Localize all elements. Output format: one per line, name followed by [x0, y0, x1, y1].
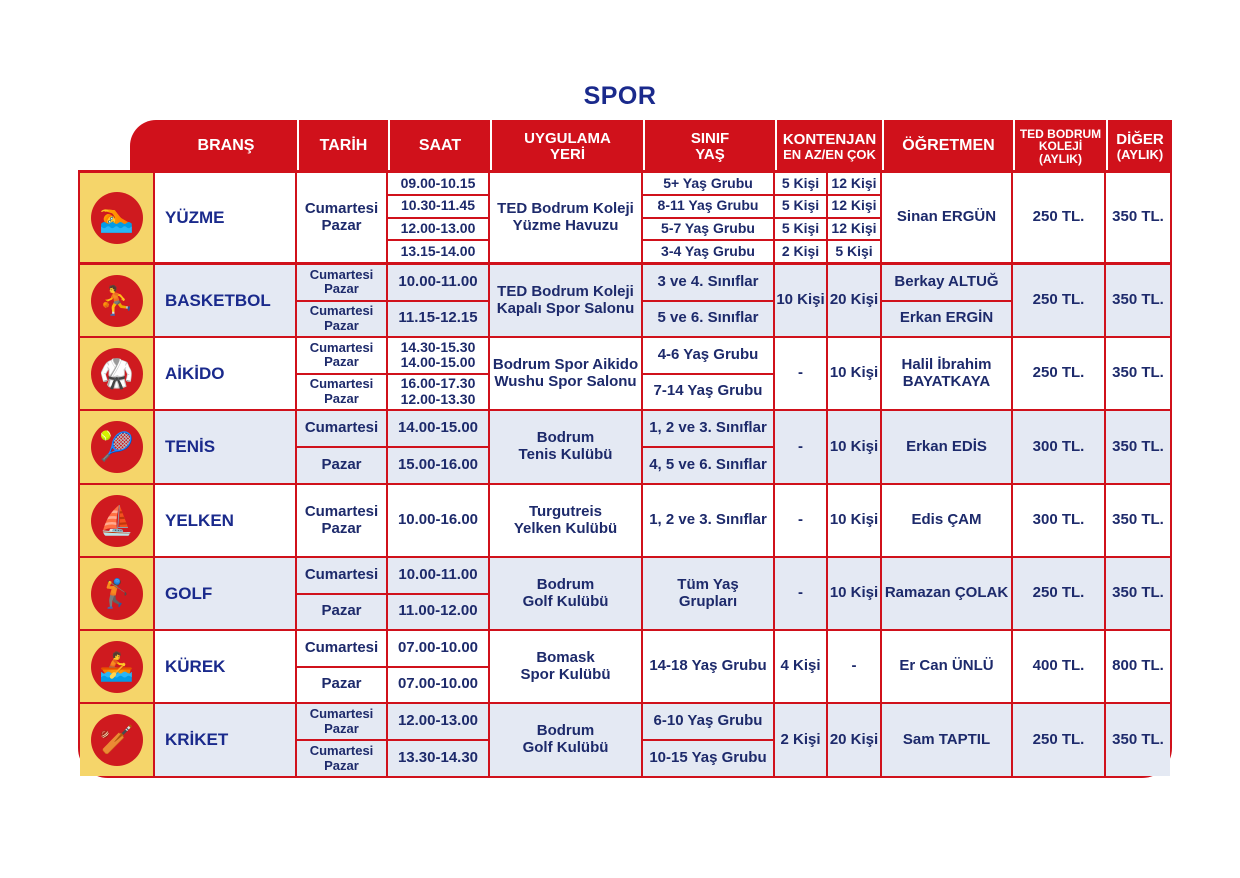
saat-cell: 10.30-11.45	[388, 196, 488, 217]
sinif-yas-cell: 3 ve 4. Sınıflar	[643, 265, 773, 300]
kontenjan-en-az: -	[775, 338, 826, 409]
saat-cell: 11.15-12.15	[388, 302, 488, 337]
tarih-cell: Cumartesi	[297, 558, 386, 593]
rowing-icon: 🚣	[91, 641, 143, 693]
sport-icon-cell	[80, 411, 153, 483]
table-row	[80, 411, 1170, 483]
kontenjan-en-cok: 10 Kişi	[828, 485, 880, 556]
ogretmen-cell: Halil İbrahim BAYATKAYA	[882, 338, 1011, 409]
tennis-icon: 🎾	[91, 421, 143, 473]
saat-cell: 11.00-12.00	[388, 595, 488, 630]
sinif-yas-cell: 8-11 Yaş Grubu	[643, 196, 773, 217]
header-diger: DİĞER (AYLIK)	[1106, 120, 1172, 173]
uygulama-yeri: Turgutreis Yelken Kulübü	[490, 485, 641, 556]
sinif-yas-cell: 5-7 Yaş Grubu	[643, 219, 773, 240]
tarih-cell: Cumartesi Pazar	[297, 338, 386, 373]
kontenjan-en-cok: -	[828, 631, 880, 702]
saat-cell: 10.00-11.00	[388, 265, 488, 300]
brans-name: TENİS	[155, 411, 295, 483]
kontenjan-en-az: 5 Kişi	[775, 219, 826, 240]
uygulama-yeri: Bomask Spor Kulübü	[490, 631, 641, 702]
table-row	[80, 485, 1170, 556]
brans-name: KÜREK	[155, 631, 295, 702]
diger-fee: 350 TL.	[1106, 411, 1170, 483]
sinif-yas-cell: 1, 2 ve 3. Sınıflar	[643, 411, 773, 446]
sinif-yas-cell: 14-18 Yaş Grubu	[643, 631, 773, 702]
tarih-cell: Cumartesi Pazar	[297, 265, 386, 300]
kontenjan-en-az: -	[775, 485, 826, 556]
header-brans: BRANŞ	[197, 137, 255, 155]
sport-icon-cell	[80, 173, 153, 262]
header-ogretmen: ÖĞRETMEN	[882, 120, 1013, 173]
diger-fee: 350 TL.	[1106, 265, 1170, 336]
tarih-cell: Cumartesi Pazar	[297, 375, 386, 410]
ogretmen-cell: Sam TAPTIL	[882, 704, 1011, 776]
sailing-icon: ⛵	[91, 495, 143, 547]
brans-name: KRİKET	[155, 704, 295, 776]
uygulama-yeri: Bodrum Golf Kulübü	[490, 704, 641, 776]
tarih-cell: Cumartesi Pazar	[297, 704, 386, 739]
sinif-yas-cell: 4-6 Yaş Grubu	[643, 338, 773, 373]
ted-bodrum-fee: 300 TL.	[1013, 411, 1104, 483]
saat-cell: 07.00-10.00	[388, 668, 488, 703]
kontenjan-en-az: 2 Kişi	[775, 704, 826, 776]
sport-icon-cell	[80, 631, 153, 702]
tarih-cell: Cumartesi	[297, 631, 386, 666]
saat-cell: 14.30-15.30 14.00-15.00	[388, 338, 488, 373]
tarih-cell: Pazar	[297, 595, 386, 630]
ted-bodrum-fee: 250 TL.	[1013, 704, 1104, 776]
ogretmen-cell: Ramazan ÇOLAK	[882, 558, 1011, 629]
ted-bodrum-fee: 250 TL.	[1013, 338, 1104, 409]
sinif-yas-cell: 5 ve 6. Sınıflar	[643, 302, 773, 337]
kontenjan-en-az: 10 Kişi	[775, 265, 826, 336]
diger-fee: 350 TL.	[1106, 704, 1170, 776]
kontenjan-en-cok: 10 Kişi	[828, 338, 880, 409]
uygulama-yeri: TED Bodrum Koleji Kapalı Spor Salonu	[490, 265, 641, 336]
ogretmen-cell: Berkay ALTUĞ	[882, 265, 1011, 300]
saat-cell: 07.00-10.00	[388, 631, 488, 666]
tarih-cell: Pazar	[297, 448, 386, 483]
kontenjan-en-cok: 10 Kişi	[828, 558, 880, 629]
header-tarih: TARİH	[297, 120, 388, 173]
diger-fee: 350 TL.	[1106, 173, 1170, 262]
tarih-cell: Cumartesi Pazar	[297, 741, 386, 776]
sinif-yas-cell: 6-10 Yaş Grubu	[643, 704, 773, 739]
tarih-cell: Cumartesi Pazar	[297, 485, 386, 556]
uygulama-yeri: Bodrum Spor Aikido Wushu Spor Salonu	[490, 338, 641, 409]
kontenjan-en-cok: 12 Kişi	[828, 173, 880, 194]
brans-name: BASKETBOL	[155, 265, 295, 336]
sport-icon-cell	[80, 704, 153, 776]
header-uygulama-yeri: UYGULAMA YERİ	[490, 120, 643, 173]
sport-icon-cell	[80, 558, 153, 629]
kontenjan-en-az: 5 Kişi	[775, 196, 826, 217]
saat-cell: 12.00-13.00	[388, 704, 488, 739]
kontenjan-en-az: -	[775, 558, 826, 629]
sport-icon-cell	[80, 485, 153, 556]
ted-bodrum-fee: 250 TL.	[1013, 558, 1104, 629]
brans-name: AİKİDO	[155, 338, 295, 409]
header-kontenjan: KONTENJAN EN AZ/EN ÇOK	[775, 120, 882, 173]
table-row	[80, 338, 1170, 409]
kontenjan-en-az: 4 Kişi	[775, 631, 826, 702]
ogretmen-cell: Erkan EDİS	[882, 411, 1011, 483]
uygulama-yeri: Bodrum Tenis Kulübü	[490, 411, 641, 483]
ogretmen-cell: Sinan ERGÜN	[882, 173, 1011, 262]
sinif-yas-cell: 4, 5 ve 6. Sınıflar	[643, 448, 773, 483]
sinif-yas-cell: 1, 2 ve 3. Sınıflar	[643, 485, 773, 556]
page-title: SPOR	[583, 82, 657, 110]
aikido-icon: 🥋	[91, 348, 143, 400]
sport-icon-cell	[80, 338, 153, 409]
header-sinif-yas: SINIF YAŞ	[643, 120, 775, 173]
sinif-yas-cell: 7-14 Yaş Grubu	[643, 375, 773, 410]
kontenjan-en-az: 5 Kişi	[775, 173, 826, 194]
sinif-yas-cell: 3-4 Yaş Grubu	[643, 241, 773, 262]
uygulama-yeri: Bodrum Golf Kulübü	[490, 558, 641, 629]
diger-fee: 350 TL.	[1106, 338, 1170, 409]
table-row	[80, 558, 1170, 629]
sport-icon-cell	[80, 265, 153, 336]
saat-cell: 13.15-14.00	[388, 241, 488, 262]
saat-cell: 10.00-16.00	[388, 485, 488, 556]
saat-cell: 10.00-11.00	[388, 558, 488, 593]
saat-cell: 14.00-15.00	[388, 411, 488, 446]
table-row	[80, 631, 1170, 702]
table-row	[80, 704, 1170, 776]
saat-cell: 13.30-14.30	[388, 741, 488, 776]
header-saat: SAAT	[388, 120, 490, 173]
saat-cell: 16.00-17.30 12.00-13.30	[388, 375, 488, 410]
ogretmen-cell: Er Can ÜNLÜ	[882, 631, 1011, 702]
ted-bodrum-fee: 300 TL.	[1013, 485, 1104, 556]
sinif-yas-cell: 10-15 Yaş Grubu	[643, 741, 773, 776]
ted-bodrum-fee: 250 TL.	[1013, 265, 1104, 336]
saat-cell: 12.00-13.00	[388, 219, 488, 240]
header-ted-bodrum: TED BODRUM KOLEJİ (AYLIK)	[1013, 120, 1106, 173]
uygulama-yeri: TED Bodrum Koleji Yüzme Havuzu	[490, 173, 641, 262]
diger-fee: 800 TL.	[1106, 631, 1170, 702]
brans-name: GOLF	[155, 558, 295, 629]
basketball-icon: ⛹	[91, 275, 143, 327]
kontenjan-en-cok: 20 Kişi	[828, 704, 880, 776]
kontenjan-en-cok: 12 Kişi	[828, 219, 880, 240]
kontenjan-en-az: -	[775, 411, 826, 483]
golf-icon: 🏌	[91, 568, 143, 620]
kontenjan-en-cok: 20 Kişi	[828, 265, 880, 336]
saat-cell: 15.00-16.00	[388, 448, 488, 483]
ogretmen-cell: Edis ÇAM	[882, 485, 1011, 556]
table-row	[80, 265, 1170, 336]
cricket-icon: 🏏	[91, 714, 143, 766]
kontenjan-en-az: 2 Kişi	[775, 241, 826, 262]
ogretmen-cell: Erkan ERGİN	[882, 302, 1011, 337]
tarih-cell: Pazar	[297, 668, 386, 703]
ted-bodrum-fee: 250 TL.	[1013, 173, 1104, 262]
diger-fee: 350 TL.	[1106, 558, 1170, 629]
tarih-cell: Cumartesi Pazar	[297, 302, 386, 337]
diger-fee: 350 TL.	[1106, 485, 1170, 556]
table-row	[80, 173, 1170, 262]
kontenjan-en-cok: 12 Kişi	[828, 196, 880, 217]
brans-name: YÜZME	[155, 173, 295, 262]
saat-cell: 09.00-10.15	[388, 173, 488, 194]
kontenjan-en-cok: 5 Kişi	[828, 241, 880, 262]
kontenjan-en-cok: 10 Kişi	[828, 411, 880, 483]
brans-name: YELKEN	[155, 485, 295, 556]
sinif-yas-cell: 5+ Yaş Grubu	[643, 173, 773, 194]
swimming-icon: 🏊	[91, 192, 143, 244]
tarih-cell: Cumartesi Pazar	[297, 173, 386, 262]
ted-bodrum-fee: 400 TL.	[1013, 631, 1104, 702]
tarih-cell: Cumartesi	[297, 411, 386, 446]
sinif-yas-cell: Tüm Yaş Grupları	[643, 558, 773, 629]
